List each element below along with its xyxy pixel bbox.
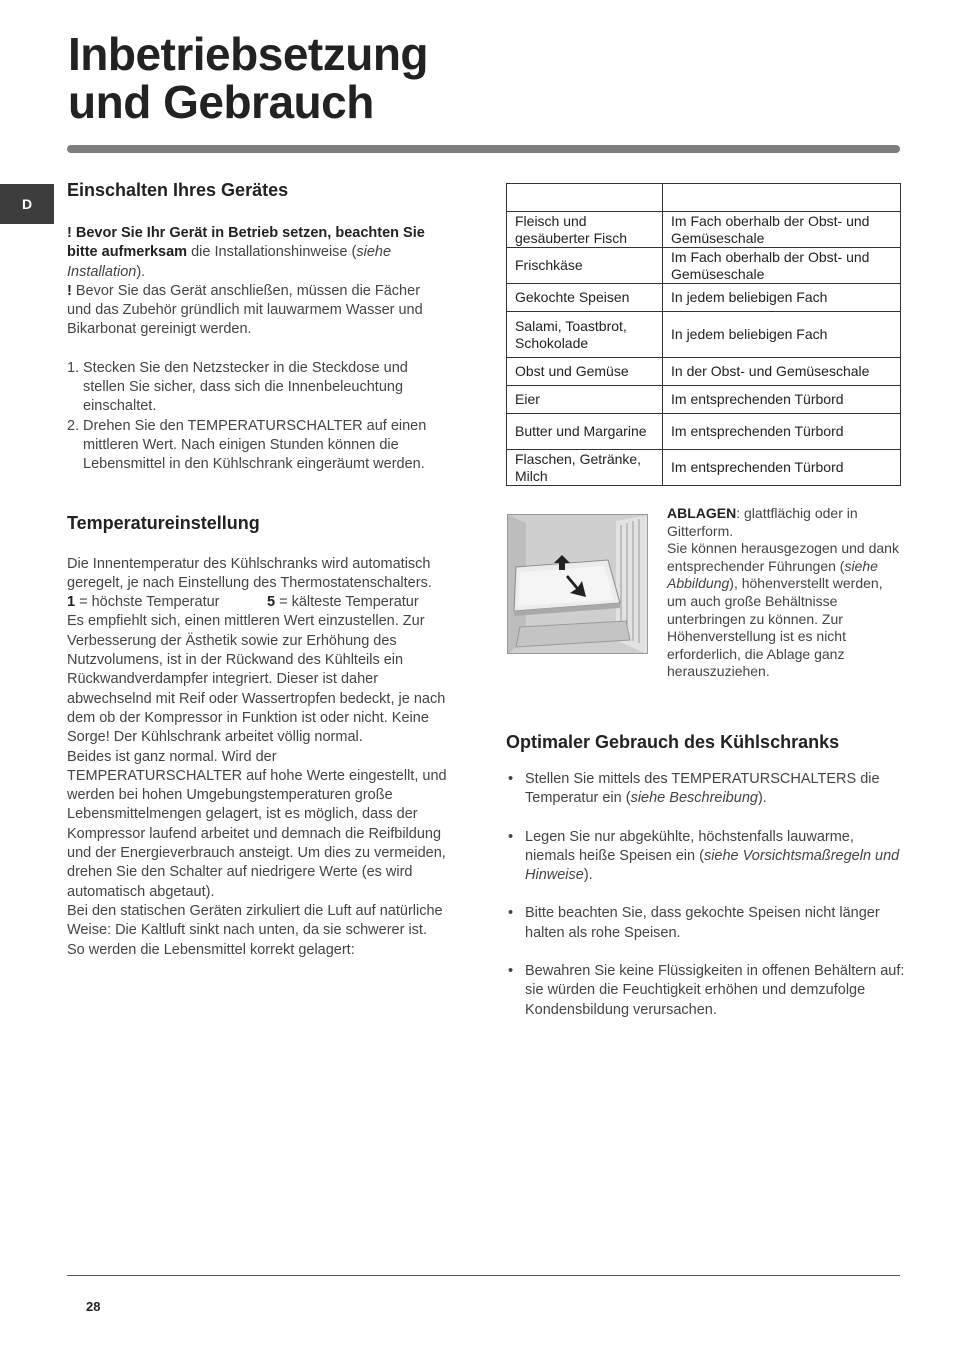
table-row <box>507 358 901 386</box>
shelves-paragraph-1 <box>667 505 902 540</box>
table-row <box>507 248 901 284</box>
tip-4-text: Bewahren Sie keine Flüssigkeiten in offenen Behältern auf: sie würden die Feuchtigkeit erhöhen und demzufolge Kondensbildung verursachen. <box>525 963 905 1018</box>
table-cell-place: In der Obst- und Gemüseschale <box>663 358 901 386</box>
list-item <box>506 904 906 943</box>
shelves-label: ABLAGEN <box>667 505 737 521</box>
right-column <box>506 730 906 1039</box>
warning-mark-2: ! <box>67 282 72 299</box>
section-heading-optimal-use: Optimaler Gebrauch des Kühlschranks <box>506 732 840 752</box>
bullet-icon: • <box>508 828 514 845</box>
scale-min-label: = höchste Temperatur <box>75 594 220 611</box>
table-header-cell <box>507 184 663 212</box>
temperature-intro: Die Innentemperatur des Kühlschranks wird automatisch geregelt, je nach Einstellung des Thermostatenschalters. <box>67 555 432 591</box>
shelves-text-3: ), höhenverstellt werden, um auch große Behältnisse unterbringen zu können. Zur Höhenverstellung ist es nicht erforderlich, die Ablage ganz herauszuziehen. <box>667 575 883 680</box>
temperature-scale-min <box>67 593 267 612</box>
bullet-icon: • <box>508 771 514 787</box>
shelves-text-2: Sie können herausgezogen und dank entsprechender Führungen ( <box>667 540 899 574</box>
tip-3-text: Bitte beachten Sie, dass gekochte Speisen nicht länger halten als rohe Speisen. <box>525 905 880 941</box>
table-row <box>507 312 901 358</box>
page-title <box>68 30 428 126</box>
left-column <box>67 178 447 960</box>
temperature-scale-max <box>267 593 419 612</box>
step-number: 2. <box>67 417 80 434</box>
table-cell-place: Im entsprechenden Türbord <box>663 386 901 414</box>
scale-max-label: = kälteste Temperatur <box>275 594 419 611</box>
list-item <box>67 359 447 417</box>
page-number: 28 <box>86 1299 101 1314</box>
warning-2-text: Bevor Sie das Gerät anschließen, müssen die Fächer und das Zubehör gründlich mit lauwarmem Wasser und Bikarbonat gereinigt werden. <box>67 282 423 338</box>
table-cell-food: Butter und Margarine <box>507 414 663 450</box>
title-line-1: Inbetriebsetzung <box>68 28 429 80</box>
table-cell-food: Salami, Toastbrot, Schokolade <box>507 312 663 358</box>
step-text: Stecken Sie den Netzstecker in die Steckdose und stellen Sie sicher, dass sich die Innenbeleuchtung einschaltet. <box>83 359 408 415</box>
step-text: Drehen Sie den TEMPERATURSCHALTER auf einen mittleren Wert. Nach einigen Stunden können die Lebensmittel in den Kühlschrank eingeräumt werden. <box>83 417 427 473</box>
table-cell-place: Im Fach oberhalb der Obst- und Gemüseschale <box>663 212 901 248</box>
list-item <box>506 770 906 809</box>
tip-2-text: Legen Sie nur abgekühlte, höchstenfalls lauwarme, niemals heiße Speisen ein ( <box>525 828 854 864</box>
temperature-body-1: Es empfiehlt sich, einen mittleren Wert einzustellen. Zur Verbesserung der Ästhetik sowie zur Erhöhung des Nutzvolumens, ist in der Rückwand des Kühlteils ein Rückwandverdampfer integriert. Dieser ist daher abwechselnd mit Reif oder Wassertropfen bedeckt, je nach dem ob der Kompressor in Funktion ist oder nicht. Keine Sorge! Der Kühlschrank arbeitet völlig normal. <box>67 613 446 746</box>
warning-1-text: die Installationshinweise ( <box>191 244 357 261</box>
table-cell-food: Flaschen, Getränke, Milch <box>507 450 663 486</box>
table-row <box>507 414 901 450</box>
shelves-reference: siehe Abbildung <box>667 557 878 592</box>
shelf-drawing <box>508 515 648 654</box>
tip-1-end: ). <box>757 790 767 807</box>
table-cell-food: Eier <box>507 386 663 414</box>
table-cell-place: Im entsprechenden Türbord <box>663 450 901 486</box>
table-row <box>507 386 901 414</box>
temperature-scale <box>67 593 447 612</box>
section-heading-temperature: Temperatureinstellung <box>67 512 260 533</box>
table-row <box>507 450 901 486</box>
footer-divider <box>67 1275 900 1276</box>
table-cell-place: Im entsprechenden Türbord <box>663 414 901 450</box>
list-item <box>506 962 906 1020</box>
table-row <box>507 284 901 312</box>
shelves-description <box>667 505 902 681</box>
scale-max-number: 5 <box>267 594 276 611</box>
table-cell-food: Fleisch und gesäuberter Fisch <box>507 212 663 248</box>
section-heading-switch-on: Einschalten Ihres Gerätes <box>67 180 289 200</box>
table-cell-place: In jedem beliebigen Fach <box>663 284 901 312</box>
language-tab: D <box>0 184 54 224</box>
list-item <box>67 417 447 475</box>
step-number: 1. <box>67 359 80 376</box>
list-item <box>506 828 906 886</box>
table-row <box>507 212 901 248</box>
table-cell-food: Gekochte Speisen <box>507 284 663 312</box>
warning-1-bold: Bevor Sie Ihr Gerät in Betrieb setzen, beachten Sie bitte aufmerksam <box>67 225 425 261</box>
table-cell-place: In jedem beliebigen Fach <box>663 312 901 358</box>
temperature-body-3: Bei den statischen Geräten zirkuliert die Luft auf natürliche Weise: Die Kaltluft sinkt nach unten, da sie schwerer ist. So werden die Lebensmittel korrekt gelagert: <box>67 902 443 958</box>
tip-1-text: Stellen Sie mittels des TEMPERATURSCHALTERS die Temperatur ein ( <box>525 771 880 807</box>
table-cell-place: Im Fach oberhalb der Obst- und Gemüseschale <box>663 248 901 284</box>
warning-1-reference: siehe Installation <box>67 244 392 280</box>
shelves-paragraph-2 <box>667 540 902 681</box>
warning-paragraph-1 <box>67 224 447 282</box>
shelves-text-1: : glattflächig oder in Gitterform. <box>667 505 858 539</box>
tip-2-end: ). <box>583 867 593 884</box>
temperature-body-2: Beides ist ganz normal. Wird der TEMPERATURSCHALTER auf hohe Werte eingestellt, und werden bei hohen Umgebungstemperaturen große Lebensmittelmengen gelagert, ist es möglich, dass der Kompressor laufend arbeitet und demnach die Reifbildung und der Energieverbrauch ansteigt. Um dies zu vermeiden, drehen Sie den Schalter auf niedrigere Werte (es wird automatisch abgetaut). <box>67 748 447 900</box>
tip-1-reference: siehe Beschreibung <box>630 790 758 807</box>
table-header-row <box>507 184 901 212</box>
shelf-illustration <box>507 514 648 654</box>
title-line-2: und Gebrauch <box>68 76 374 128</box>
title-divider <box>67 145 900 153</box>
warning-mark-1: ! <box>67 225 72 241</box>
warning-paragraph-2 <box>67 282 447 340</box>
table-header-cell <box>663 184 901 212</box>
tip-2-reference: siehe Vorsichtsmaßregeln und Hinweise <box>525 847 900 884</box>
scale-min-number: 1 <box>67 594 76 611</box>
food-storage-table <box>506 183 901 486</box>
table-cell-food: Frischkäse <box>507 248 663 284</box>
bullet-icon: • <box>508 905 514 922</box>
usage-tips-list <box>506 770 906 1020</box>
warning-1-end: ). <box>136 263 146 280</box>
setup-steps-list <box>67 359 447 475</box>
bullet-icon: • <box>508 963 514 980</box>
table-cell-food: Obst und Gemüse <box>507 358 663 386</box>
